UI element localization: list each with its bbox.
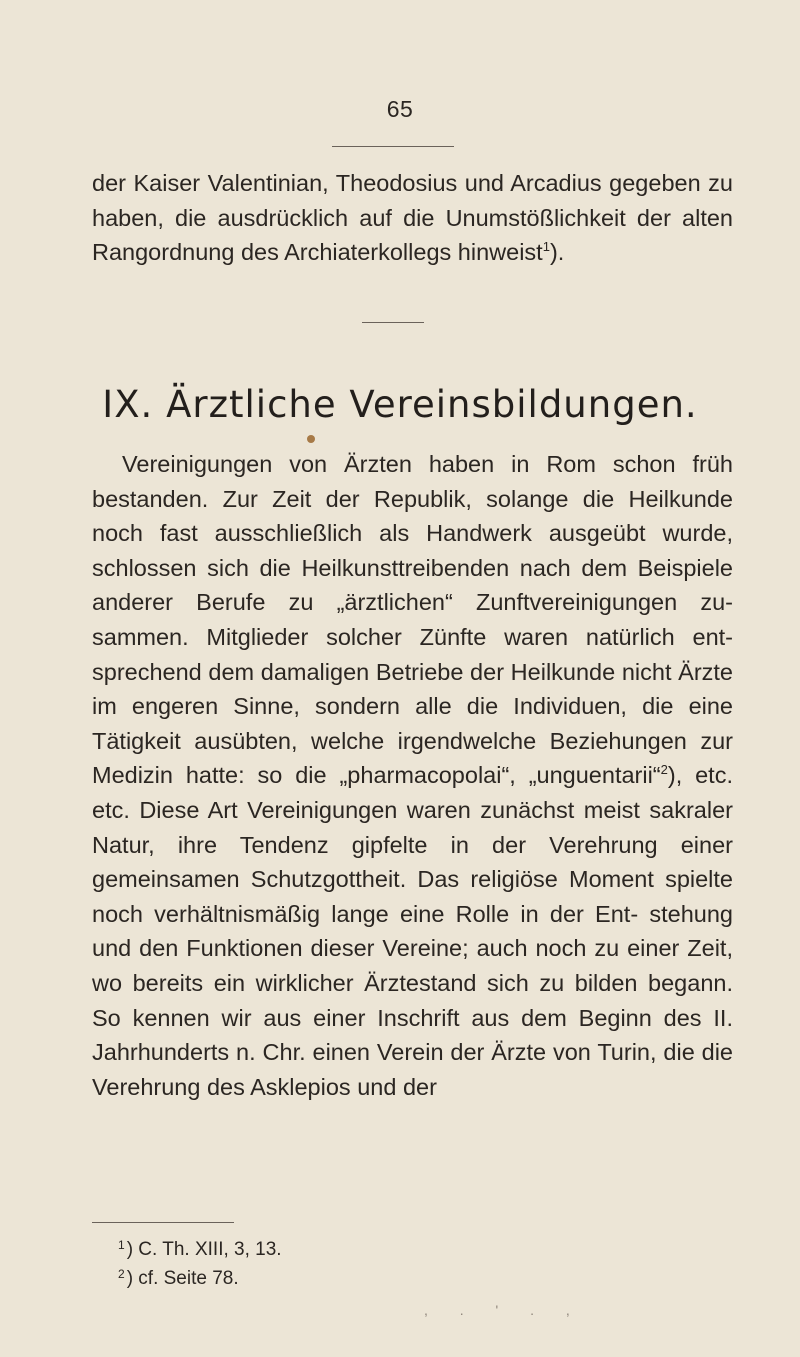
body-text-part2: ), etc. etc. Diese Art Vereinigungen waren zunächst meist sakraler Natur, ihre Tendenz gipfelte in der Verehrung einer gemeinsamen Schutzgottheit. Das religiöse Moment spielte noch verhältnismäßig lange eine Rolle in der Ent- stehung und den Funktionen dieser Vereine; auch noch zu einer Zeit, wo bereits ein wirklicher Ärztestand sich zu bilden begann. So kennen wir aus einer Inschrift aus dem Beginn des II. Jahrhunderts n. Chr. einen Verein der Ärzte von Turin, die die Verehrung des Asklepios und der xyxy=(92,762,733,1100)
page-number-rule xyxy=(332,146,454,147)
section-heading: IX. Ärztliche Vereinsbildungen. xyxy=(102,383,698,426)
footnote-mark: 1 xyxy=(118,1238,125,1252)
intro-paragraph xyxy=(92,166,733,270)
section-divider xyxy=(362,322,424,323)
footnote-ref-2[interactable]: 2 xyxy=(660,762,668,778)
body-paragraph xyxy=(92,447,733,1104)
footnote-text: ) C. Th. XIII, 3, 13. xyxy=(126,1239,282,1260)
footnote-2 xyxy=(118,1262,518,1291)
footnote-rule xyxy=(92,1222,234,1223)
heading-ornament xyxy=(307,435,315,443)
body-text-paragraph xyxy=(92,447,733,1104)
footnote-mark: 2 xyxy=(118,1267,125,1281)
intro-text: der Kaiser Valentinian, Theodosius und Arcadius gegeben zu haben, die ausdrücklich auf die Unumstößlichkeit der alten Rangordnung des Archiaterkollegs hinweist xyxy=(92,170,733,266)
footnote-1 xyxy=(118,1233,518,1262)
intro-text-end: ). xyxy=(549,239,565,266)
body-text-part1: Vereinigungen von Ärzten haben in Rom schon früh bestanden. Zur Zeit der Republik, solange die Heilkunde noch fast ausschließlich als Handwerk ausgeübt wurde, schlossen sich die Heilkunsttreibenden nach dem Beispiele anderer Berufe zu „ärztlichen“ Zunftvereinigungen zu- sammen. Mitglieder solcher Zünfte waren natürlich ent- sprechend dem damaligen Betriebe der Heilkunde nicht Ärzte im engeren Sinne, sondern alle die Individuen, die eine Tätigkeit ausübten, welche irgendwelche Beziehungen zur Medizin hatte: so die „pharmacopolai“, „unguentarii“ xyxy=(92,451,733,789)
intro-text-paragraph xyxy=(92,166,733,270)
footnotes xyxy=(118,1233,518,1291)
footnote-text: ) cf. Seite 78. xyxy=(126,1268,239,1289)
page-number: 65 xyxy=(386,96,414,122)
footnote-ref-1[interactable]: 1 xyxy=(542,239,550,255)
paper-specks: , . ' . , xyxy=(424,1302,584,1318)
